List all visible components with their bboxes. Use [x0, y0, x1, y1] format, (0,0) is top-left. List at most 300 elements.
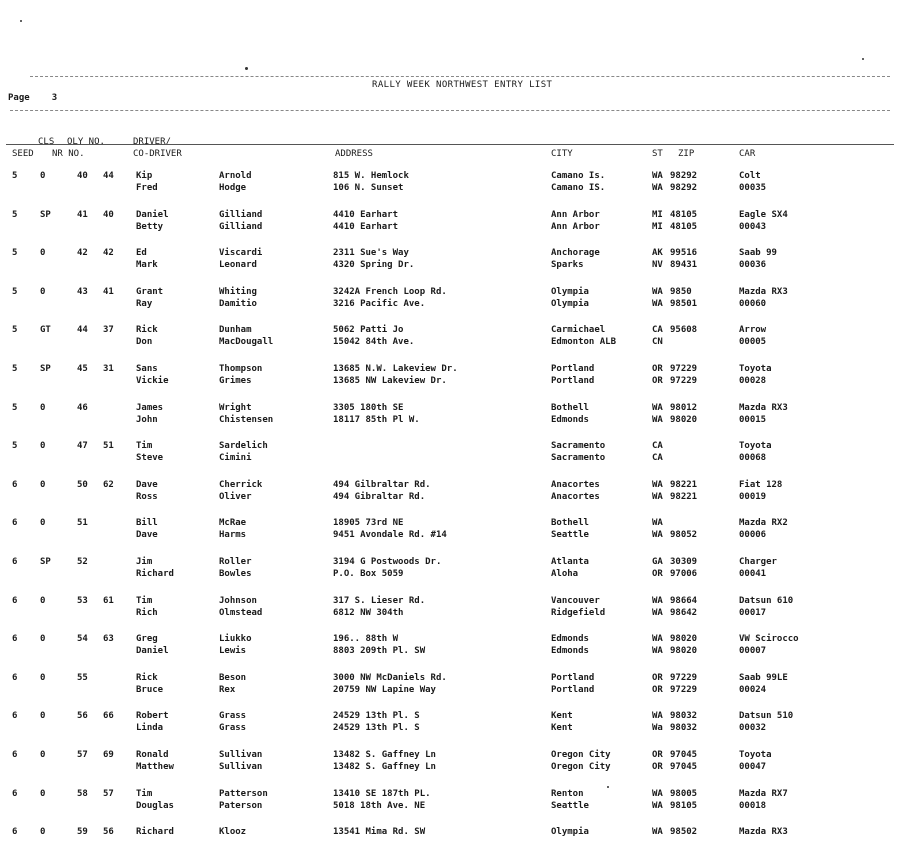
codriver-state: WA — [652, 298, 663, 309]
codriver-zip: 98501 — [670, 298, 698, 309]
codriver-first: Betty — [136, 221, 164, 232]
driver-zip: 9850 — [670, 286, 692, 297]
class: 0 — [40, 827, 46, 838]
driver-city: Atlanta — [551, 556, 589, 567]
class: 0 — [40, 441, 46, 452]
codriver-last: Grimes — [219, 375, 252, 386]
car-number: 55 — [77, 672, 88, 683]
car-number: 56 — [77, 711, 88, 722]
codriver-city: Edmonds — [551, 646, 589, 657]
codriver-zip: 98052 — [670, 530, 698, 541]
codriver-city: Seattle — [551, 800, 589, 811]
class: 0 — [40, 286, 46, 297]
codriver-city: Oregon City — [551, 761, 611, 772]
class: 0 — [40, 672, 46, 683]
car-id: 00024 — [739, 684, 767, 695]
driver-address: 13541 Mima Rd. SW — [333, 827, 426, 838]
driver-city: Carmichael — [551, 325, 606, 336]
codriver-city: Anacortes — [551, 491, 600, 502]
codriver-zip: 98020 — [670, 414, 698, 425]
codriver-last: Bowles — [219, 568, 252, 579]
col-nr-header: NR NO. — [52, 149, 85, 159]
codriver-line — [0, 336, 900, 348]
codriver-line — [0, 722, 900, 734]
driver-line — [0, 324, 900, 336]
codriver-last: Damitio — [219, 298, 257, 309]
car-model: Charger — [739, 556, 777, 567]
driver-city: Camano Is. — [551, 171, 606, 181]
driver-first: Grant — [136, 286, 164, 297]
driver-line — [0, 556, 900, 568]
car-model: Datsun 510 — [739, 711, 794, 722]
codriver-line — [0, 645, 900, 657]
codriver-state: WA — [652, 607, 663, 618]
driver-address: 3242A French Loop Rd. — [333, 286, 447, 297]
driver-city: Portland — [551, 363, 595, 374]
page-label-text: Page — [8, 93, 30, 103]
car-number: 42 — [77, 248, 88, 259]
driver-state: OR — [652, 363, 663, 374]
codriver-first: Don — [136, 337, 153, 348]
driver-last: Roller — [219, 556, 252, 567]
car-number: 57 — [77, 749, 88, 760]
driver-line — [0, 749, 900, 761]
car-model: Mazda RX2 — [739, 518, 788, 529]
col-car-header: CAR — [739, 149, 756, 159]
codriver-last: Lewis — [219, 646, 247, 657]
oly-number: 62 — [103, 479, 114, 490]
seed: 5 — [12, 441, 18, 452]
codriver-state: CN — [652, 337, 663, 348]
codriver-line — [0, 452, 900, 464]
driver-state: WA — [652, 479, 663, 490]
driver-address: 196.. 88th W — [333, 634, 399, 645]
driver-state: WA — [652, 634, 663, 645]
oly-number: 66 — [103, 711, 114, 722]
car-id: 00041 — [739, 568, 767, 579]
oly-number: 61 — [103, 595, 114, 606]
car-number: 54 — [77, 634, 88, 645]
driver-city: Oregon City — [551, 749, 611, 760]
driver-first: Kip — [136, 171, 153, 181]
seed: 6 — [12, 672, 18, 683]
driver-line — [0, 363, 900, 375]
car-model: Arrow — [739, 325, 767, 336]
seed: 6 — [12, 634, 18, 645]
table-row — [0, 552, 900, 591]
codriver-address: 106 N. Sunset — [333, 183, 404, 193]
driver-zip: 30309 — [670, 556, 698, 567]
driver-last: Whiting — [219, 286, 257, 297]
driver-city: Anchorage — [551, 248, 600, 259]
seed: 6 — [12, 518, 18, 529]
codriver-address: 24529 13th Pl. S — [333, 723, 420, 734]
codriver-first: Ray — [136, 298, 153, 309]
codriver-first: John — [136, 414, 158, 425]
codriver-first: Douglas — [136, 800, 174, 811]
codriver-zip: 97229 — [670, 375, 698, 386]
driver-address: 4410 Earhart — [333, 209, 399, 220]
driver-line — [0, 247, 900, 259]
driver-address: 2311 Sue's Way — [333, 248, 409, 259]
driver-state: WA — [652, 402, 663, 413]
car-id: 00032 — [739, 723, 767, 734]
car-id: 00028 — [739, 375, 767, 386]
table-row — [0, 398, 900, 437]
car-number: 43 — [77, 286, 88, 297]
class: 0 — [40, 634, 46, 645]
codriver-state: OR — [652, 684, 663, 695]
car-number: 51 — [77, 518, 88, 529]
document-title: RALLY WEEK NORTHWEST ENTRY LIST — [372, 80, 553, 90]
driver-zip: 97229 — [670, 672, 698, 683]
driver-zip: 98032 — [670, 711, 698, 722]
codriver-address: 494 Gibraltar Rd. — [333, 491, 426, 502]
col-oly-header: OLY NO. — [67, 137, 105, 147]
car-id: 00060 — [739, 298, 767, 309]
table-row — [0, 475, 900, 514]
table-row — [0, 591, 900, 630]
codriver-address: 20759 NW Lapine Way — [333, 684, 436, 695]
seed: 5 — [12, 171, 18, 181]
codriver-first: Rich — [136, 607, 158, 618]
driver-last: Cherrick — [219, 479, 263, 490]
driver-zip: 99516 — [670, 248, 698, 259]
driver-last: Sullivan — [219, 749, 263, 760]
class: 0 — [40, 479, 46, 490]
car-number: 46 — [77, 402, 88, 413]
car-number: 40 — [77, 171, 88, 181]
driver-address: 317 S. Lieser Rd. — [333, 595, 426, 606]
codriver-zip: 97045 — [670, 761, 698, 772]
driver-state: WA — [652, 171, 663, 181]
driver-line — [0, 710, 900, 722]
car-number: 44 — [77, 325, 88, 336]
driver-state: CA — [652, 325, 663, 336]
codriver-line — [0, 838, 900, 850]
codriver-city: Edmonton ALB — [551, 337, 617, 348]
codriver-first: Ross — [136, 491, 158, 502]
car-id: 00017 — [739, 607, 767, 618]
col-zip-header: ZIP — [678, 149, 695, 159]
codriver-state: WA — [652, 183, 663, 193]
car-model: Toyota — [739, 441, 772, 452]
driver-first: Ed — [136, 248, 147, 259]
car-number: 53 — [77, 595, 88, 606]
codriver-last: Sullivan — [219, 761, 263, 772]
car-model: Toyota — [739, 749, 772, 760]
car-model: Saab 99LE — [739, 672, 788, 683]
driver-zip: 97045 — [670, 749, 698, 760]
table-row — [0, 706, 900, 745]
table-row — [0, 243, 900, 282]
driver-first: Ronald — [136, 749, 169, 760]
driver-address: 494 Gilbraltar Rd. — [333, 479, 431, 490]
driver-city: Kent — [551, 711, 573, 722]
driver-last: Beson — [219, 672, 247, 683]
driver-first: Tim — [136, 595, 153, 606]
col-address-header: ADDRESS — [335, 149, 373, 159]
driver-zip: 48105 — [670, 209, 698, 220]
driver-last: Thompson — [219, 363, 263, 374]
col-driver-header: DRIVER/ — [133, 137, 171, 147]
oly-number: 57 — [103, 788, 114, 799]
codriver-last: Grass — [219, 723, 247, 734]
codriver-state: Wa — [652, 723, 663, 734]
driver-first: Robert — [136, 711, 169, 722]
col-city-header: CITY — [551, 149, 573, 159]
driver-state: AK — [652, 248, 663, 259]
codriver-last: Paterson — [219, 800, 263, 811]
codriver-zip: 98221 — [670, 491, 698, 502]
seed: 6 — [12, 479, 18, 490]
codriver-address: 13685 NW Lakeview Dr. — [333, 375, 447, 386]
driver-first: Sans — [136, 363, 158, 374]
col-codriver-header: CO-DRIVER — [133, 149, 182, 159]
class: 0 — [40, 248, 46, 259]
col-seed-header: SEED — [12, 149, 34, 159]
driver-line — [0, 170, 900, 182]
oly-number: 40 — [103, 209, 114, 220]
driver-state: WA — [652, 827, 663, 838]
driver-zip: 98020 — [670, 634, 698, 645]
driver-state: WA — [652, 518, 663, 529]
codriver-last: Oliver — [219, 491, 252, 502]
car-model: Mazda RX3 — [739, 402, 788, 413]
driver-first: Bill — [136, 518, 158, 529]
driver-first: Tim — [136, 441, 153, 452]
car-model: Saab 99 — [739, 248, 777, 259]
codriver-city: Camano IS. — [551, 183, 606, 193]
seed: 6 — [12, 749, 18, 760]
table-row — [0, 513, 900, 552]
driver-line — [0, 672, 900, 684]
codriver-line — [0, 607, 900, 619]
car-id: 00005 — [739, 337, 767, 348]
oly-number: 41 — [103, 286, 114, 297]
car-id: 00015 — [739, 414, 767, 425]
codriver-line — [0, 761, 900, 773]
car-id: 00018 — [739, 800, 767, 811]
table-row — [0, 668, 900, 707]
car-model: Mazda RX7 — [739, 788, 788, 799]
page-number-value: 3 — [51, 93, 58, 103]
driver-city: Anacortes — [551, 479, 600, 490]
class: 0 — [40, 518, 46, 529]
car-number: 59 — [77, 827, 88, 838]
car-id: 00035 — [739, 183, 767, 193]
codriver-address: 18117 85th Pl W. — [333, 414, 420, 425]
driver-last: Wright — [219, 402, 252, 413]
car-model: Mazda RX3 — [739, 827, 788, 838]
driver-first: Rick — [136, 325, 158, 336]
codriver-state: WA — [652, 414, 663, 425]
oly-number: 63 — [103, 634, 114, 645]
driver-first: Rick — [136, 672, 158, 683]
seed: 5 — [12, 363, 18, 374]
codriver-first: Bruce — [136, 684, 164, 695]
class: 0 — [40, 749, 46, 760]
driver-zip: 97229 — [670, 363, 698, 374]
table-row — [0, 205, 900, 244]
codriver-first: Vickie — [136, 375, 169, 386]
header-rule — [10, 110, 890, 111]
codriver-last: Hodge — [219, 183, 247, 193]
codriver-address: 13482 S. Gaffney Ln — [333, 761, 436, 772]
codriver-line — [0, 414, 900, 426]
seed: 5 — [12, 286, 18, 297]
codriver-city: Ridgefield — [551, 607, 606, 618]
class: SP — [40, 556, 51, 567]
codriver-zip: 98105 — [670, 800, 698, 811]
codriver-first: Mark — [136, 260, 158, 271]
codriver-state: OR — [652, 375, 663, 386]
car-model: Eagle SX4 — [739, 209, 788, 220]
driver-last: Sardelich — [219, 441, 268, 452]
class: GT — [40, 325, 51, 336]
page-number — [8, 93, 57, 103]
codriver-state: NV — [652, 260, 663, 271]
driver-state: WA — [652, 595, 663, 606]
driver-zip: 98664 — [670, 595, 698, 606]
car-model: Mazda RX3 — [739, 286, 788, 297]
seed: 5 — [12, 402, 18, 413]
driver-last: Liukko — [219, 634, 252, 645]
codriver-zip: 98642 — [670, 607, 698, 618]
driver-state: WA — [652, 788, 663, 799]
driver-city: Olympia — [551, 827, 589, 838]
driver-line — [0, 517, 900, 529]
table-row — [0, 745, 900, 784]
codriver-last: MacDougall — [219, 337, 274, 348]
codriver-city: Sacramento — [551, 453, 606, 464]
codriver-line — [0, 529, 900, 541]
codriver-first: Daniel — [136, 646, 169, 657]
class: 0 — [40, 171, 46, 181]
oly-number: 56 — [103, 827, 114, 838]
top-rule — [30, 76, 890, 77]
codriver-state: WA — [652, 530, 663, 541]
driver-address: 13410 SE 187th PL. — [333, 788, 431, 799]
codriver-state: WA — [652, 646, 663, 657]
driver-first: Jim — [136, 556, 153, 567]
entry-list — [0, 166, 900, 861]
driver-first: Greg — [136, 634, 158, 645]
driver-state: OR — [652, 749, 663, 760]
class: 0 — [40, 788, 46, 799]
driver-last: Johnson — [219, 595, 257, 606]
oly-number: 42 — [103, 248, 114, 259]
driver-line — [0, 286, 900, 298]
codriver-last: Harms — [219, 530, 247, 541]
driver-city: Sacramento — [551, 441, 606, 452]
codriver-line — [0, 182, 900, 194]
class: SP — [40, 363, 51, 374]
driver-line — [0, 209, 900, 221]
codriver-city: Portland — [551, 684, 595, 695]
codriver-address: 6812 NW 304th — [333, 607, 404, 618]
seed: 6 — [12, 788, 18, 799]
codriver-line — [0, 684, 900, 696]
codriver-line — [0, 298, 900, 310]
driver-last: McRae — [219, 518, 247, 529]
codriver-city: Aloha — [551, 568, 579, 579]
seed: 5 — [12, 325, 18, 336]
codriver-first: Steve — [136, 453, 164, 464]
driver-line — [0, 788, 900, 800]
driver-address: 5062 Patti Jo — [333, 325, 404, 336]
driver-address: 3305 180th SE — [333, 402, 404, 413]
codriver-city: Sparks — [551, 260, 584, 271]
driver-city: Portland — [551, 672, 595, 683]
car-id: 00007 — [739, 646, 767, 657]
codriver-first: Richard — [136, 568, 174, 579]
car-model: Fiat 128 — [739, 479, 783, 490]
codriver-line — [0, 800, 900, 812]
seed: 6 — [12, 827, 18, 838]
table-row — [0, 282, 900, 321]
codriver-zip: 97006 — [670, 568, 698, 579]
codriver-first: Fred — [136, 183, 158, 193]
car-model: Toyota — [739, 363, 772, 374]
scan-speck — [862, 58, 864, 60]
table-row — [0, 436, 900, 475]
codriver-state: OR — [652, 761, 663, 772]
class: 0 — [40, 402, 46, 413]
driver-line — [0, 595, 900, 607]
codriver-city: Portland — [551, 375, 595, 386]
seed: 6 — [12, 556, 18, 567]
codriver-last: Chistensen — [219, 414, 274, 425]
codriver-line — [0, 221, 900, 233]
driver-last: Klooz — [219, 827, 247, 838]
driver-city: Bothell — [551, 402, 589, 413]
table-row — [0, 166, 900, 205]
seed: 5 — [12, 209, 18, 220]
car-number: 45 — [77, 363, 88, 374]
codriver-zip: 98032 — [670, 723, 698, 734]
driver-last: Arnold — [219, 171, 252, 181]
table-row — [0, 822, 900, 861]
driver-address: 13685 N.W. Lakeview Dr. — [333, 363, 458, 374]
codriver-city: Ann Arbor — [551, 221, 600, 232]
driver-state: WA — [652, 286, 663, 297]
car-id: 00043 — [739, 221, 767, 232]
codriver-address: 9451 Avondale Rd. #14 — [333, 530, 447, 541]
codriver-address: 4320 Spring Dr. — [333, 260, 415, 271]
oly-number: 31 — [103, 363, 114, 374]
oly-number: 51 — [103, 441, 114, 452]
driver-address: 3194 G Postwoods Dr. — [333, 556, 442, 567]
codriver-city: Olympia — [551, 298, 589, 309]
seed: 6 — [12, 711, 18, 722]
driver-zip: 98502 — [670, 827, 698, 838]
codriver-first: Linda — [136, 723, 164, 734]
driver-first: Dave — [136, 479, 158, 490]
driver-line — [0, 826, 900, 838]
col-st-header: ST — [652, 149, 663, 159]
scan-speck — [245, 67, 248, 70]
codriver-address: 4410 Earhart — [333, 221, 399, 232]
driver-state: CA — [652, 441, 663, 452]
driver-first: James — [136, 402, 164, 413]
oly-number: 69 — [103, 749, 114, 760]
driver-zip: 98221 — [670, 479, 698, 490]
codriver-state: MI — [652, 221, 663, 232]
driver-last: Gilliand — [219, 209, 263, 220]
driver-city: Ann Arbor — [551, 209, 600, 220]
codriver-first: Matthew — [136, 761, 174, 772]
